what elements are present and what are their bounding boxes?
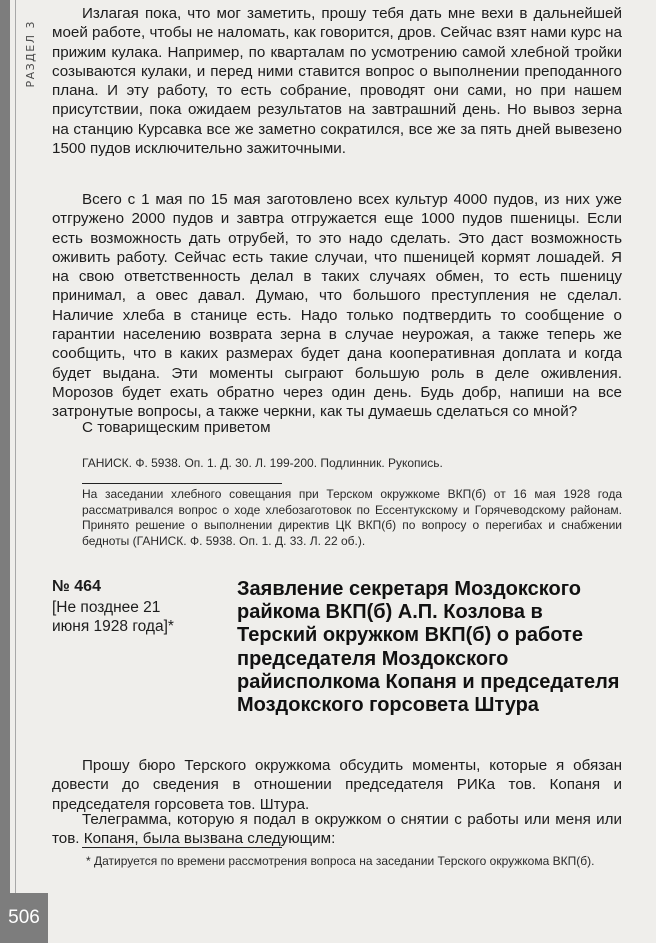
page-number: 506 bbox=[0, 893, 48, 943]
editorial-note: На заседании хлебного совещания при Терском окружкоме ВКП(б) от 16 мая 1928 года рассматривался вопрос о ходе хлебозаготовок по Ессентукскому и Горячеводскому районам. Принято решение о выполнении директив ЦК ВКП(б) по вопросу о перегибах и снабжении бедноты (ГАНИСК. Ф. 5938. Оп. 1. Д. 33. Л. 22 об.). bbox=[82, 487, 622, 548]
footnote: * Датируется по времени рассмотрения вопроса на заседании Терского окружкома ВКП(б). bbox=[86, 854, 595, 868]
document-date: [Не позднее 21 июня 1928 года]* bbox=[52, 599, 174, 635]
document-paragraph-1: Прошу бюро Терского окружкома обсудить моменты, которые я обязан довести до сведения в отношении председателя РИКа тов. Копаня и председателя горсовета тов. Штура. bbox=[52, 757, 622, 813]
side-bar bbox=[0, 0, 10, 893]
archive-source: ГАНИСК. Ф. 5938. Оп. 1. Д. 30. Л. 199-200. Подлинник. Рукопись. bbox=[82, 456, 443, 470]
document-number: № 464 bbox=[52, 578, 101, 595]
letter-signoff: С товарищеским приветом bbox=[82, 419, 271, 436]
letter-paragraph-2: Всего с 1 мая по 15 мая заготовлено всех культур 4000 пудов, из них уже отгружено 2000 пудов и завтра отгружается еще 1000 пудов пшеницы. Если есть возможность дать отрубей, то это надо сделать. Это даст возможность оживить работу. Сейчас есть такие случаи, что пшеницей кормят лошадей. Я на свою ответственность делал в таких случаях обмен, то есть пшеницу принимал, а овес давал. Думаю, что большого преступления не сделал. Наличие хлеба в станице есть. Надо только подтвердить то сообщение о гарантии населению возврата зерна в случае неурожая, а также теперь же сообщить, что в каких размерах будет дана кооперативная доплата и когда будет выдана. Эти моменты сыграют большую роль в деле оживления. Морозов будет ехать обратно через один день. Будь добр, напиши на все затронутые вопросы, а также черкни, как ты думаешь сделаться со мной? bbox=[52, 191, 622, 421]
letter-paragraph-1: Излагая пока, что мог заметить, прошу тебя дать мне вехи в дальнейшей моей работе, чтобы не наломать, как говорится, дров. Сейчас взят нами курс на прижим кулака. Например, по кварталам по усмотрению самой хлебной тройки созываются кулаки, и перед ними ставится вопрос о выполнении преподанного плана. И эту работу, то есть собрание, проводят они сами, но при нашем присутствии, пока ожидаем результатов на завтрашний день. Но вывоз зерна на станцию Курсавка все же заметно сократился, все же за пять дней вывезено 1500 пудов исключительно зажиточными. bbox=[52, 5, 622, 158]
footnote-divider bbox=[82, 847, 282, 848]
note-divider bbox=[82, 483, 282, 484]
section-label: РАЗДЕЛ 3 bbox=[24, 20, 37, 88]
document-title: Заявление секретаря Моздокского райкома ВКП(б) А.П. Козлова в Терский окружком ВКП(б) о работе председателя Моздокского райисполкома Копаня и председателя Моздокского горсовета Штура bbox=[237, 578, 620, 717]
document-paragraph-2: Телеграмма, которую я подал в окружком о снятии с работы или меня или тов. Копаня, была вызвана следующим: bbox=[52, 811, 622, 848]
side-divider bbox=[15, 0, 16, 893]
